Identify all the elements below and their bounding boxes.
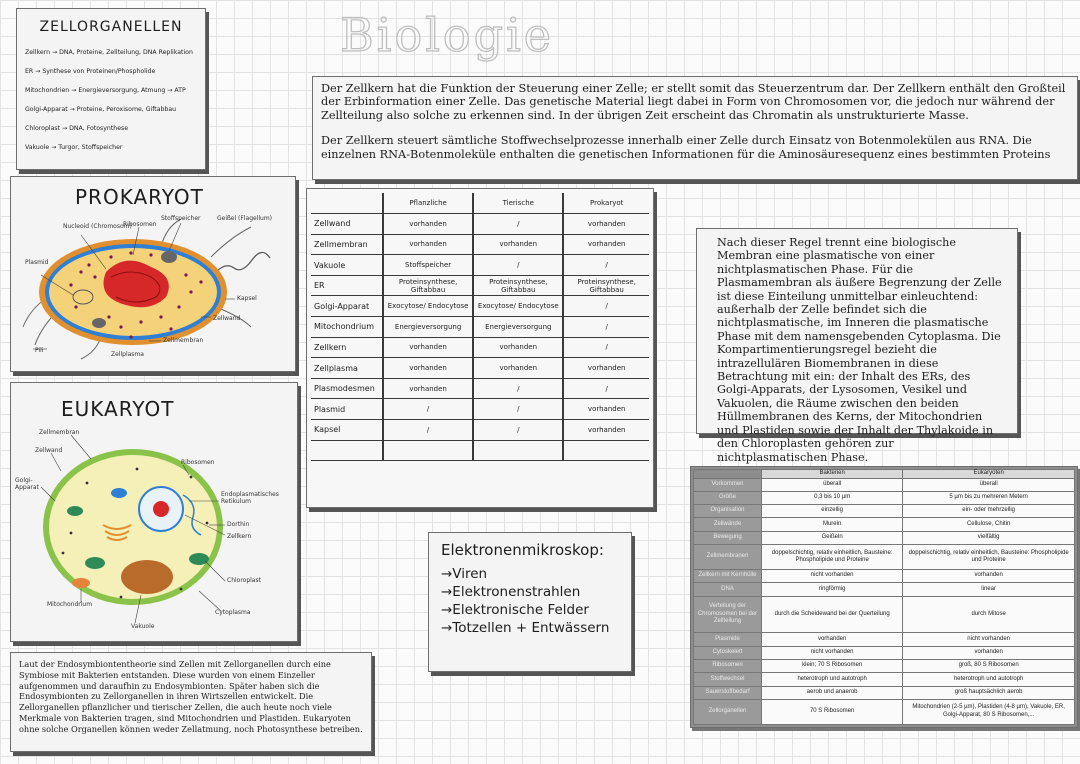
table-cell: vorhanden [563, 214, 649, 235]
prokaryot-label-speicher: Stoffspeicher [161, 215, 201, 222]
prokaryot-label-kapsel: Kapsel [237, 295, 257, 302]
kompartimentierung-text-card [696, 228, 1018, 464]
table-cell: nicht vorhanden [762, 570, 903, 583]
table-row [694, 596, 1075, 633]
table-cell: durch Mitose [903, 596, 1075, 633]
table-row [694, 659, 1075, 672]
table-cell: ER [311, 275, 383, 296]
table-cell: vorhanden [383, 358, 473, 379]
list-item: →Totzellen + Entwässern [441, 620, 610, 636]
table-cell: Cellulose, Chitin [903, 518, 1075, 531]
table-row-header: Zellorganellen [694, 699, 762, 724]
prokaryot-cell-illustration [11, 177, 297, 373]
table-cell: vorhanden [473, 337, 563, 358]
table-row [694, 491, 1075, 504]
zellkern-paragraph-1: Der Zellkern hat die Funktion der Steuerung einer Zelle; er stellt somit das Steuerzentrum dar. Der Zellkern enthält den Großteil der Erbinformation einer Zelle. Das genetische Material liegt dabei in Form von Chromosomen vor, die jedoch nur während der Zellteilung also solche zu erkennen sind. In der übrigen Zeit erscheint das Chromatin als unstrukturierte Masse. [321, 82, 1066, 122]
table-header-row [694, 470, 1075, 479]
endosymbionten-paragraph: Laut der Endosymbiontentheorie sind Zellen mit Zellorganellen durch eine Symbiose mit Bakterien entstanden. Diese wurden von einem Einzeller aufgenommen und daraufhin zu Endosymbionten. Später haben sich die Endosymbionten zu Zellorganellen in ihren Wirtszellen entwickelt. Die Zellorganellen pflanzlicher und tierischer Zellen, die auch heute noch viele Merkmale von Bakterien tragen, sind Mitochondrien und Plastiden. Eukaryoten ohne solche Organellen können weder Zellatmung, noch Photosynthese betreiben. [19, 659, 363, 734]
table-cell: überall [762, 478, 903, 491]
table-row [311, 378, 649, 399]
table-cell: Plasmid [311, 399, 383, 420]
eukaryot-label-vakuole: Vakuole [131, 623, 155, 630]
table-row [311, 440, 649, 461]
table-header-cell: Prokaryot [563, 193, 649, 214]
table-cell: vorhanden [903, 570, 1075, 583]
table-header-cell: Pflanzliche [383, 193, 473, 214]
endosymbionten-text-card [10, 652, 372, 752]
table-cell: Golgi-Apparat [311, 296, 383, 317]
table-cell: groß, 80 S Ribosomen [903, 659, 1075, 672]
table-cell: / [473, 420, 563, 441]
table-header-cell [311, 193, 383, 214]
table-cell: vorhanden [563, 399, 649, 420]
organellen-row: Chloroplast → DNA, Fotosynthese [25, 125, 129, 132]
organellen-row: Golgi-Apparat → Proteine, Peroxisome, Giftabbau [25, 106, 177, 113]
table-row-header: Sauerstoffbedarf [694, 686, 762, 699]
table-cell: Zellmembran [311, 234, 383, 255]
table-cell: / [563, 337, 649, 358]
table-cell: Kapsel [311, 420, 383, 441]
table-cell [383, 440, 473, 461]
table-cell: / [383, 420, 473, 441]
table-cell: vorhanden [563, 420, 649, 441]
table-row [694, 505, 1075, 518]
table-cell: klein; 70 S Ribosomen [762, 659, 903, 672]
table-cell: nicht vorhanden [903, 633, 1075, 646]
table-cell: groß hauptsächlich aerob [903, 686, 1075, 699]
eukaryot-label-dorthin: Dorthin [227, 521, 250, 528]
table-cell: vorhanden [383, 378, 473, 399]
table-cell: Energieversorgung [473, 317, 563, 338]
table-row-header: Zellwände [694, 518, 762, 531]
table-header-cell [694, 470, 762, 479]
table-cell: vorhanden [563, 358, 649, 379]
eukaryot-diagram-card [10, 382, 298, 642]
zellvergleich-table [311, 193, 649, 461]
prokaryot-label-geissel: Geißel (Flagellum) [217, 215, 273, 222]
table-row-header: Organisation [694, 505, 762, 518]
table-cell: vorhanden [563, 234, 649, 255]
table-cell: / [473, 378, 563, 399]
table-cell: nicht vorhanden [762, 646, 903, 659]
table-row [694, 646, 1075, 659]
zellkern-text-card [312, 76, 1078, 180]
eukaryot-label-er: Endoplasmatisches Retikulum [221, 491, 279, 505]
table-cell: Mitochondrien (2-5 µm), Plastiden (4-8 µm), Vakuole, ER, Golgi-Apparat, 80 S Ribosomen,... [903, 699, 1075, 724]
table-cell: 70 S Ribosomen [762, 699, 903, 724]
organellen-row: Vakuole → Turgor, Stoffspeicher [25, 144, 123, 151]
table-row [694, 518, 1075, 531]
table-cell: linear [903, 583, 1075, 596]
eukaryot-label-mitochondrium: Mitochondrium [47, 601, 93, 608]
eukaryot-label-zellmembran: Zellmembran [39, 429, 80, 436]
eukaryot-label-cytoplasma: Cytoplasma [215, 609, 251, 616]
table-cell: überall [903, 478, 1075, 491]
table-cell [563, 440, 649, 461]
table-row [311, 255, 649, 276]
table-header-cell: Tierische [473, 193, 563, 214]
table-row [311, 275, 649, 296]
prokaryot-label-plasmid: Plasmid [25, 259, 49, 266]
table-cell: / [473, 214, 563, 235]
table-row-header: Verteilung der Chromosomen bei der Zellteilung [694, 596, 762, 633]
table-cell: / [563, 296, 649, 317]
table-cell: Vakuole [311, 255, 383, 276]
table-cell: / [563, 378, 649, 399]
prokaryot-label-zellplasma: Zellplasma [111, 351, 144, 358]
organellen-row: Mitochondrien → Energieversorgung, Atmung → ATP [25, 87, 186, 94]
table-row-header: Zellmembranen [694, 544, 762, 569]
bakterien-eukaryoten-table [693, 469, 1075, 725]
table-row [311, 317, 649, 338]
list-item: →Elektronische Felder [441, 602, 589, 618]
table-row-header: Vorkommen [694, 478, 762, 491]
table-header-cell: Bakterien [762, 470, 903, 479]
table-cell [473, 440, 563, 461]
table-row-header: Cytoskelett [694, 646, 762, 659]
table-cell: Proteinsynthese, Giftabbau [383, 275, 473, 296]
prokaryot-label-ribosomen: Ribosomen [123, 221, 157, 228]
table-row-header: DNA [694, 583, 762, 596]
table-cell: vorhanden [383, 337, 473, 358]
zellkern-paragraph-2: Der Zellkern steuert sämtliche Stoffwechselprozesse innerhalb einer Zelle durch Einsatz von Botenmolekülen aus RNA. Die einzelnen RNA-Botenmoleküle enthalten die genetischen Informationen für die Aminosäuresequenz eines bestimmten Proteins [321, 134, 1051, 161]
eukaryot-title: EUKARYOT [61, 397, 175, 421]
table-row [694, 478, 1075, 491]
table-cell: Energieversorgung [383, 317, 473, 338]
bakterien-eukaryoten-table-card [690, 466, 1078, 728]
table-row [694, 673, 1075, 686]
table-cell: Stoffspeicher [383, 255, 473, 276]
table-cell: Geißeln [762, 531, 903, 544]
table-cell: doppelschichtig, relativ einheitlich, Bausteine: Phospholipide und Proteine [762, 544, 903, 569]
table-cell: Zellwand [311, 214, 383, 235]
table-cell: 5 µm bis zu mehreren Metern [903, 491, 1075, 504]
table-row [311, 337, 649, 358]
table-row [311, 296, 649, 317]
table-row [694, 699, 1075, 724]
zellvergleich-table-card [306, 188, 654, 508]
table-cell: Zellplasma [311, 358, 383, 379]
table-cell: Proteinsynthese, Giftabbau [473, 275, 563, 296]
table-cell: vorhanden [473, 234, 563, 255]
table-header-row [311, 193, 649, 214]
table-cell: 0,3 bis 10 µm [762, 491, 903, 504]
table-cell: vorhanden [762, 633, 903, 646]
table-row-header: Bewegung [694, 531, 762, 544]
table-header-cell: Eukaryoten [903, 470, 1075, 479]
table-row-header: Plasmide [694, 633, 762, 646]
list-item: →Viren [441, 566, 488, 582]
table-cell: doppelschichtig, relativ einheitlich, Bausteine: Phospholipide und Proteine [903, 544, 1075, 569]
prokaryot-label-nucleoid: Nucleoid (Chromosom) [63, 223, 132, 230]
organellen-row: Zellkern → DNA, Proteine, Zellteilung, DNA Replikation [25, 49, 193, 56]
table-cell: Murein [762, 518, 903, 531]
table-cell [311, 440, 383, 461]
table-cell: ein- oder mehrzellig [903, 505, 1075, 518]
organellen-card [16, 8, 206, 170]
table-row [694, 531, 1075, 544]
eukaryot-label-zellwand: Zellwand [35, 447, 63, 454]
page-title: Biologie [340, 8, 554, 62]
table-row [311, 358, 649, 379]
table-cell: Mitochondrium [311, 317, 383, 338]
table-cell: Zellkern [311, 337, 383, 358]
table-cell: / [473, 399, 563, 420]
organellen-row: ER → Synthese von Proteinen/Phospholide [25, 68, 156, 75]
table-cell: vorhanden [383, 214, 473, 235]
elektronenmikroskop-card [428, 532, 632, 672]
table-cell: aerob und anaerob [762, 686, 903, 699]
table-cell: / [383, 399, 473, 420]
table-cell: vorhanden [383, 234, 473, 255]
table-cell: / [473, 255, 563, 276]
eukaryot-label-zellkern: Zellkern [227, 533, 252, 540]
table-row [311, 214, 649, 235]
elektronenmikroskop-heading: Elektronenmikroskop: [441, 541, 604, 559]
prokaryot-label-pili: Pili [35, 347, 44, 354]
eukaryot-label-ribosomen: Ribosomen [181, 459, 215, 466]
table-row-header: Ribosomen [694, 659, 762, 672]
table-cell: vorhanden [903, 646, 1075, 659]
kompartimentierung-paragraph: Nach dieser Regel trennt eine biologische Membran eine plasmatische von einer nichtplasmatischen Phase. Für die Plasmamembran als äußere Begrenzung der Zelle ist diese Einteilung unmittelbar einleuchtend: außerhalb der Zelle befindet sich die nichtplasmatische, im Inneren die plasmatische Phase mit dem namensgebenden Cytoplasma. Die Kompartimentierungsregel bezieht die intrazellulären Biomembranen in diese Betrachtung mit ein: der Inhalt des ERs, des Golgi-Apparats, der Lysosomen, Vesikel und Vakuolen, die Räume zwischen den beiden Hüllmembranen des Kerns, der Mitochondrien und Plastiden sowie der Inhalt der Thylakoide in den Chloroplasten gehören zur nichtplasmatischen Phase. [717, 236, 1002, 464]
table-cell: einzellig [762, 505, 903, 518]
table-cell: durch die Scheidewand bei der Querteilung [762, 596, 903, 633]
table-row [694, 633, 1075, 646]
table-cell: vorhanden [473, 358, 563, 379]
table-row-header: Größe [694, 491, 762, 504]
table-cell: heterotroph und autotroph [762, 673, 903, 686]
table-cell: ringförmig [762, 583, 903, 596]
prokaryot-diagram-card [10, 176, 296, 372]
table-row [311, 399, 649, 420]
table-cell: heterotroph und autotroph [903, 673, 1075, 686]
prokaryot-title: PROKARYOT [75, 185, 204, 209]
table-cell: / [563, 255, 649, 276]
table-row [694, 544, 1075, 569]
table-cell: vielfältig [903, 531, 1075, 544]
table-cell: Exocytose/ Endocytose [473, 296, 563, 317]
table-row [311, 234, 649, 255]
table-row [311, 420, 649, 441]
table-cell: Exocytose/ Endocytose [383, 296, 473, 317]
prokaryot-label-zellwand: Zellwand [213, 315, 241, 322]
prokaryot-label-zellmembran: Zellmembran [163, 337, 204, 344]
table-row [694, 583, 1075, 596]
organellen-heading: ZELLORGANELLEN [39, 19, 183, 35]
table-row [694, 570, 1075, 583]
eukaryot-label-chloroplast: Chloroplast [227, 577, 261, 584]
eukaryot-label-golgi: Golgi-Apparat [15, 477, 39, 491]
table-row [694, 686, 1075, 699]
table-row-header: Stoffwechsel [694, 673, 762, 686]
table-cell: / [563, 317, 649, 338]
list-item: →Elektronenstrahlen [441, 584, 581, 600]
table-row-header: Zellkern mit Kernhülle [694, 570, 762, 583]
table-cell: Proteinsynthese, Giftabbau [563, 275, 649, 296]
table-cell: Plasmodesmen [311, 378, 383, 399]
